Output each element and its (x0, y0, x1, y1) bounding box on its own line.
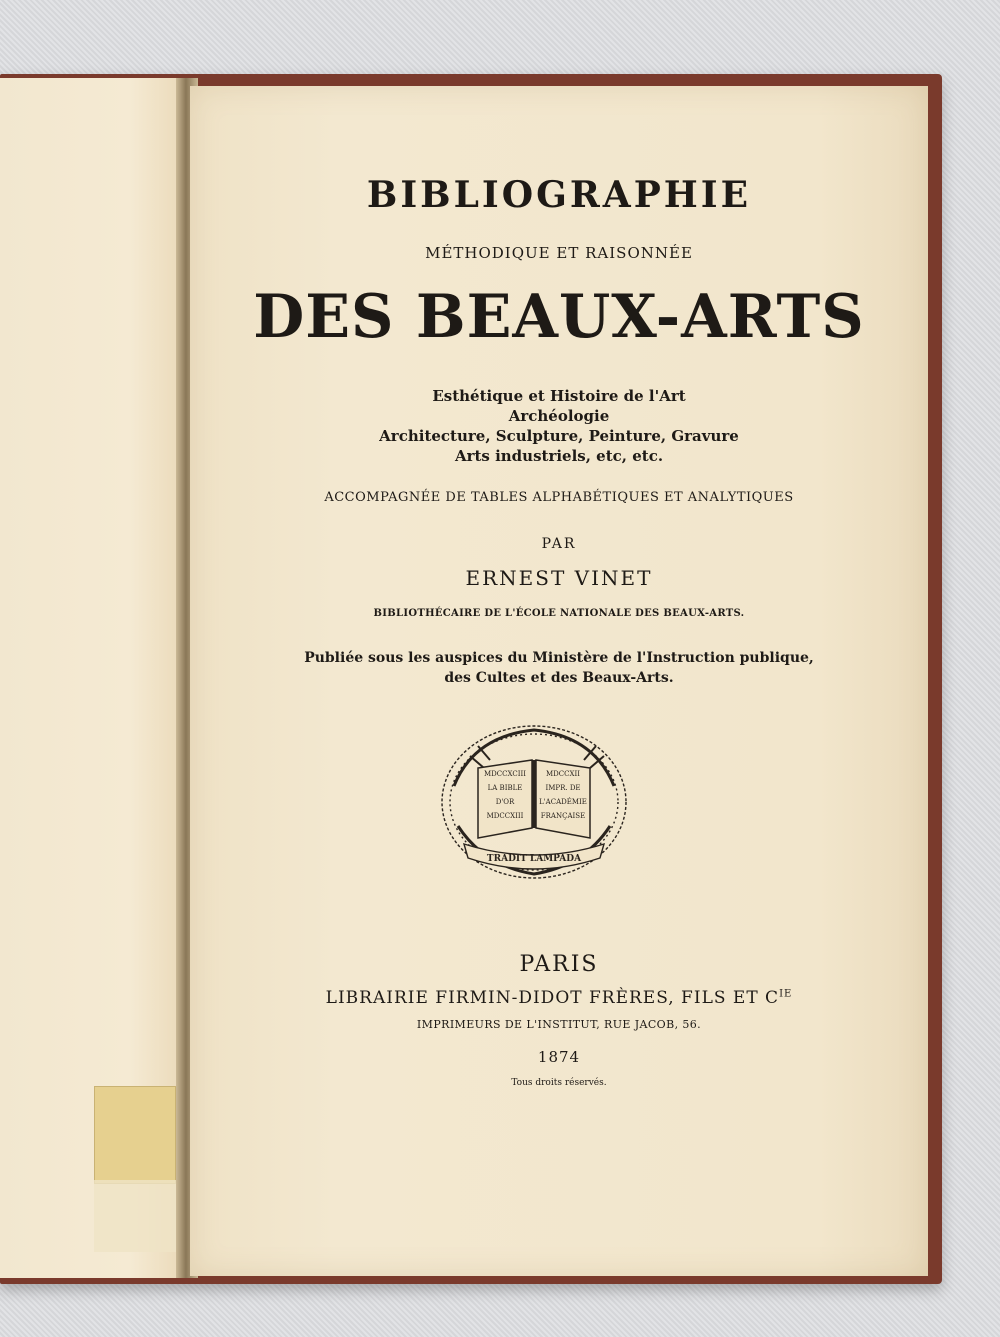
publisher-line (190, 988, 928, 1008)
book-subtitle: MÉTHODIQUE ET RAISONNÉE (425, 244, 693, 262)
author-role: BIBLIOTHÉCAIRE DE L'ÉCOLE NATIONALE DES BEAUX-ARTS. (373, 608, 745, 619)
emblem-right-text: MDCCXII (545, 770, 581, 778)
motto-ribbon-icon (464, 844, 604, 869)
emblem-right-text: L'ACADÉMIE (539, 798, 587, 806)
subject-line: Esthétique et Histoire de l'Art (432, 387, 686, 405)
book-title: BIBLIOGRAPHIE (366, 174, 752, 216)
book-main-title: DES BEAUX-ARTS (253, 282, 865, 352)
subject-line: Arts industriels, etc, etc. (454, 447, 664, 465)
emblem-left-text: D'OR (495, 798, 515, 806)
auspices-line: des Cultes et des Beaux-Arts. (444, 670, 674, 686)
publication-city: PARIS (519, 952, 599, 977)
tape-residue (94, 1180, 182, 1252)
printer-line: IMPRIMEURS DE L'INSTITUT, RUE JACOB, 56. (416, 1018, 702, 1031)
emblem-left-text: MDCCXIII (486, 812, 524, 820)
subject-list (190, 386, 928, 466)
rights-notice: Tous droits réservés. (511, 1078, 607, 1088)
auspices-note (190, 648, 928, 688)
publisher-name: LIBRAIRIE FIRMIN-DIDOT FRÈRES, FILS ET C (325, 988, 780, 1008)
library-sticker (94, 1086, 176, 1184)
emblem-motto: TRADIT LAMPADA (486, 854, 582, 864)
left-endpaper (0, 78, 186, 1278)
emblem-right-text: IMPR. DE (545, 784, 581, 792)
subject-line: Architecture, Sculpture, Peinture, Gravure (379, 427, 739, 445)
publisher-emblem-icon (434, 716, 634, 886)
open-book-icon (478, 760, 590, 838)
subject-line: Archéologie (508, 407, 610, 425)
emblem-right-text: FRANÇAISE (540, 812, 586, 820)
publication-year: 1874 (537, 1048, 581, 1066)
emblem-left-text: LA BIBLE (487, 784, 523, 792)
author-name: ERNEST VINET (465, 566, 653, 590)
title-page (190, 86, 928, 1276)
emblem-left-text: MDCCXCIII (483, 770, 527, 778)
auspices-line: Publiée sous les auspices du Ministère de l'Instruction publique, (304, 650, 814, 666)
by-label: PAR (541, 536, 577, 552)
publisher-suffix: IE (779, 988, 793, 1000)
accompaniment-note: ACCOMPAGNÉE DE TABLES ALPHABÉTIQUES ET ANALYTIQUES (324, 490, 794, 505)
